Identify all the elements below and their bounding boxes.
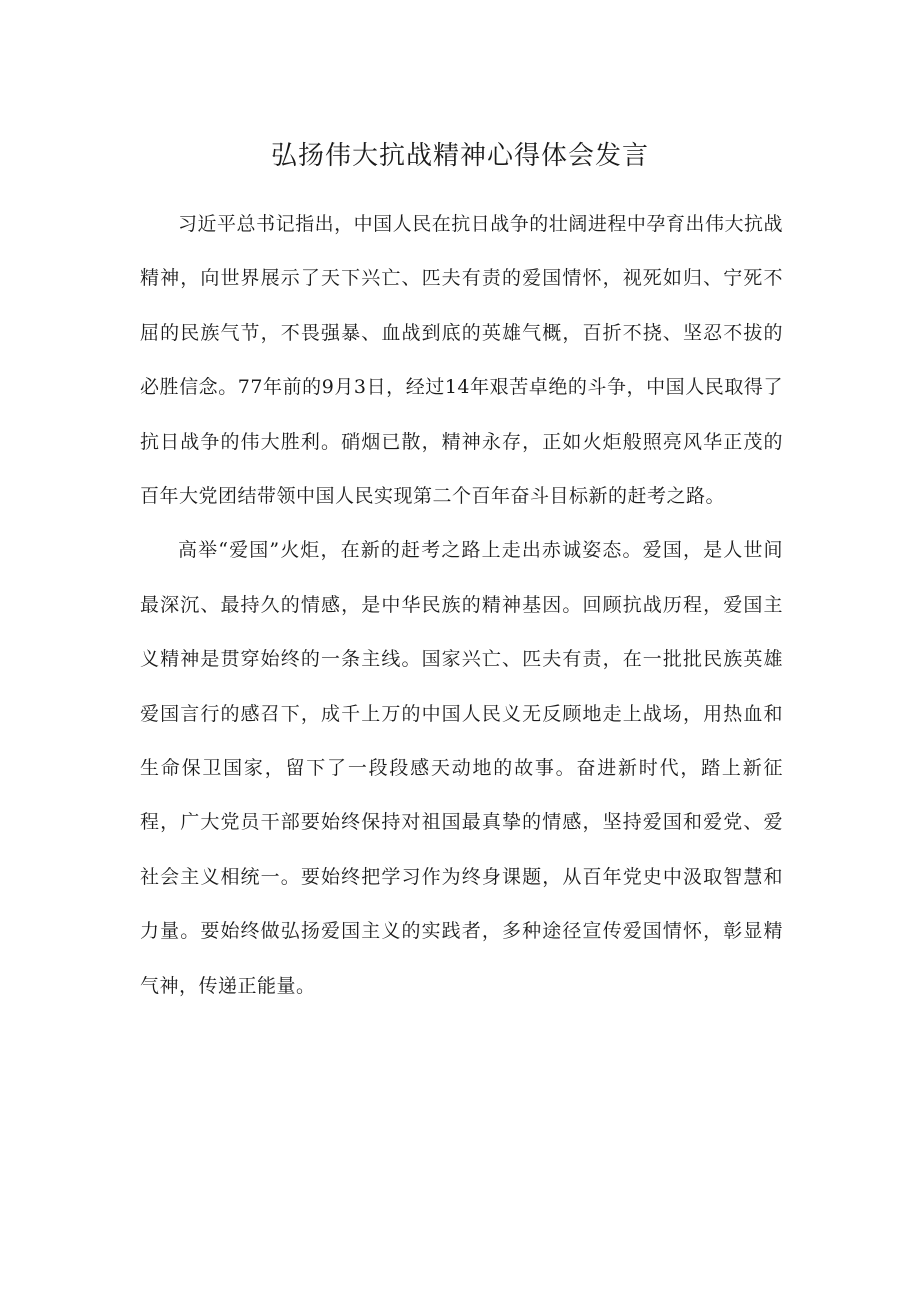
document-title: 弘扬伟大抗战精神心得体会发言: [270, 141, 649, 171]
document-body: [140, 197, 783, 1013]
paragraph-1: 习近平总书记指出，中国人民在抗日战争的壮阔进程中孕育出伟大抗战精神，向世界展示了天下兴亡、匹夫有责的爱国情怀，视死如归、宁死不屈的民族气节，不畏强暴、血战到底的英雄气概，百折不挠、坚忍不拔的必胜信念。77年前的9月3日，经过14年艰苦卓绝的斗争，中国人民取得了抗日战争的伟大胜利。硝烟已散，精神永存，正如火炬般照亮风华正茂的百年大党团结带领中国人民实现第二个百年奋斗目标新的赶考之路。: [140, 213, 783, 508]
paragraph-2: 高举“爱国”火炬，在新的赶考之路上走出赤诚姿态。爱国，是人世间最深沉、最持久的情感，是中华民族的精神基因。回顾抗战历程，爱国主义精神是贯穿始终的一条主线。国家兴亡、匹夫有责，在一批批民族英雄爱国言行的感召下，成千上万的中国人民义无反顾地走上战场，用热血和生命保卫国家，留下了一段段感天动地的故事。奋进新时代，踏上新征程，广大党员干部要始终保持对祖国最真挚的情感，坚持爱国和爱党、爱社会主义相统一。要始终把学习作为终身课题，从百年党史中汲取智慧和力量。要始终做弘扬爱国主义的实践者，多种途径宣传爱国情怀，彰显精气神，传递正能量。: [140, 539, 783, 997]
